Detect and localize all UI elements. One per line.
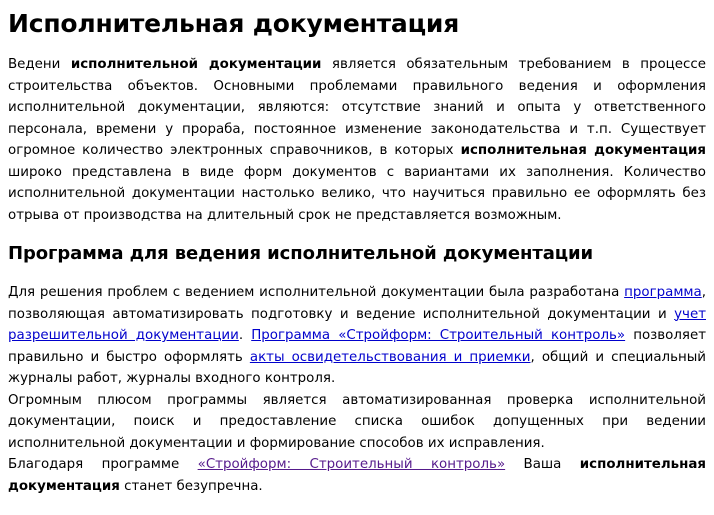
acts-link[interactable]: акты освидетельствования и приемки bbox=[249, 349, 531, 365]
intro-text-3: широко представлена в виде форм документов с вариантами их заполнения. Количество исполнительной документации настолько велико, что научиться правильно ее оформлять без отрыва от производства на длительный срок не представляется возможным. bbox=[8, 164, 706, 223]
intro-text-1: Ведени bbox=[8, 57, 71, 72]
document-page bbox=[0, 6, 714, 497]
section-heading: Программа для ведения исполнительной документации bbox=[8, 243, 594, 264]
intro-bold-2: исполнительная документация bbox=[460, 143, 706, 158]
intro-bold-1: исполнительной документации bbox=[70, 57, 322, 72]
stroyform-program-link[interactable]: Программа «Стройформ: Строительный контроль» bbox=[251, 328, 626, 343]
program-text-4: позволяет правильно и быстро оформлять bbox=[8, 328, 707, 365]
stroyform-link[interactable]: «Стройформ: Строительный контроль» bbox=[197, 457, 506, 472]
advantage-text: Огромным плюсом программы является автоматизированная проверка исполнительной документации, поиск и предоставление списка ошибок допущенных при ведении исполнительной документации и формирование способов их исправления. bbox=[8, 392, 706, 451]
program-paragraph bbox=[8, 282, 706, 497]
thanks-text-3: станет безупречна. bbox=[119, 478, 263, 494]
intro-paragraph bbox=[8, 54, 706, 226]
thanks-text-2: Ваша bbox=[505, 457, 580, 472]
thanks-bold: исполнительная документация bbox=[8, 457, 706, 494]
thanks-text-1: Благодаря программе bbox=[8, 457, 198, 472]
program-text-3: . bbox=[238, 328, 252, 343]
page-title: Исполнительная документация bbox=[8, 9, 460, 38]
intro-text-2: является обязательным требованием в процессе строительства объектов. Основными проблемами правильного ведения и оформления исполнительной документации, являются: отсутствие знаний и опыта у ответственного персонала, времени у прораба, постоянное изменение законодательства и т.п. Существует огромное количество электронных справочников, в которых bbox=[8, 57, 706, 158]
program-text-1: Для решения проблем с ведением исполнительной документации была разработана bbox=[8, 285, 625, 300]
permit-docs-link[interactable]: учет разрешительной документации bbox=[8, 306, 706, 343]
program-link[interactable]: программа bbox=[624, 285, 702, 300]
program-text-2: , позволяющая автоматизировать подготовку и ведение исполнительной документации и bbox=[8, 285, 706, 322]
program-text-5: , общий и специальный журналы работ, журналы входного контроля. bbox=[8, 349, 706, 386]
